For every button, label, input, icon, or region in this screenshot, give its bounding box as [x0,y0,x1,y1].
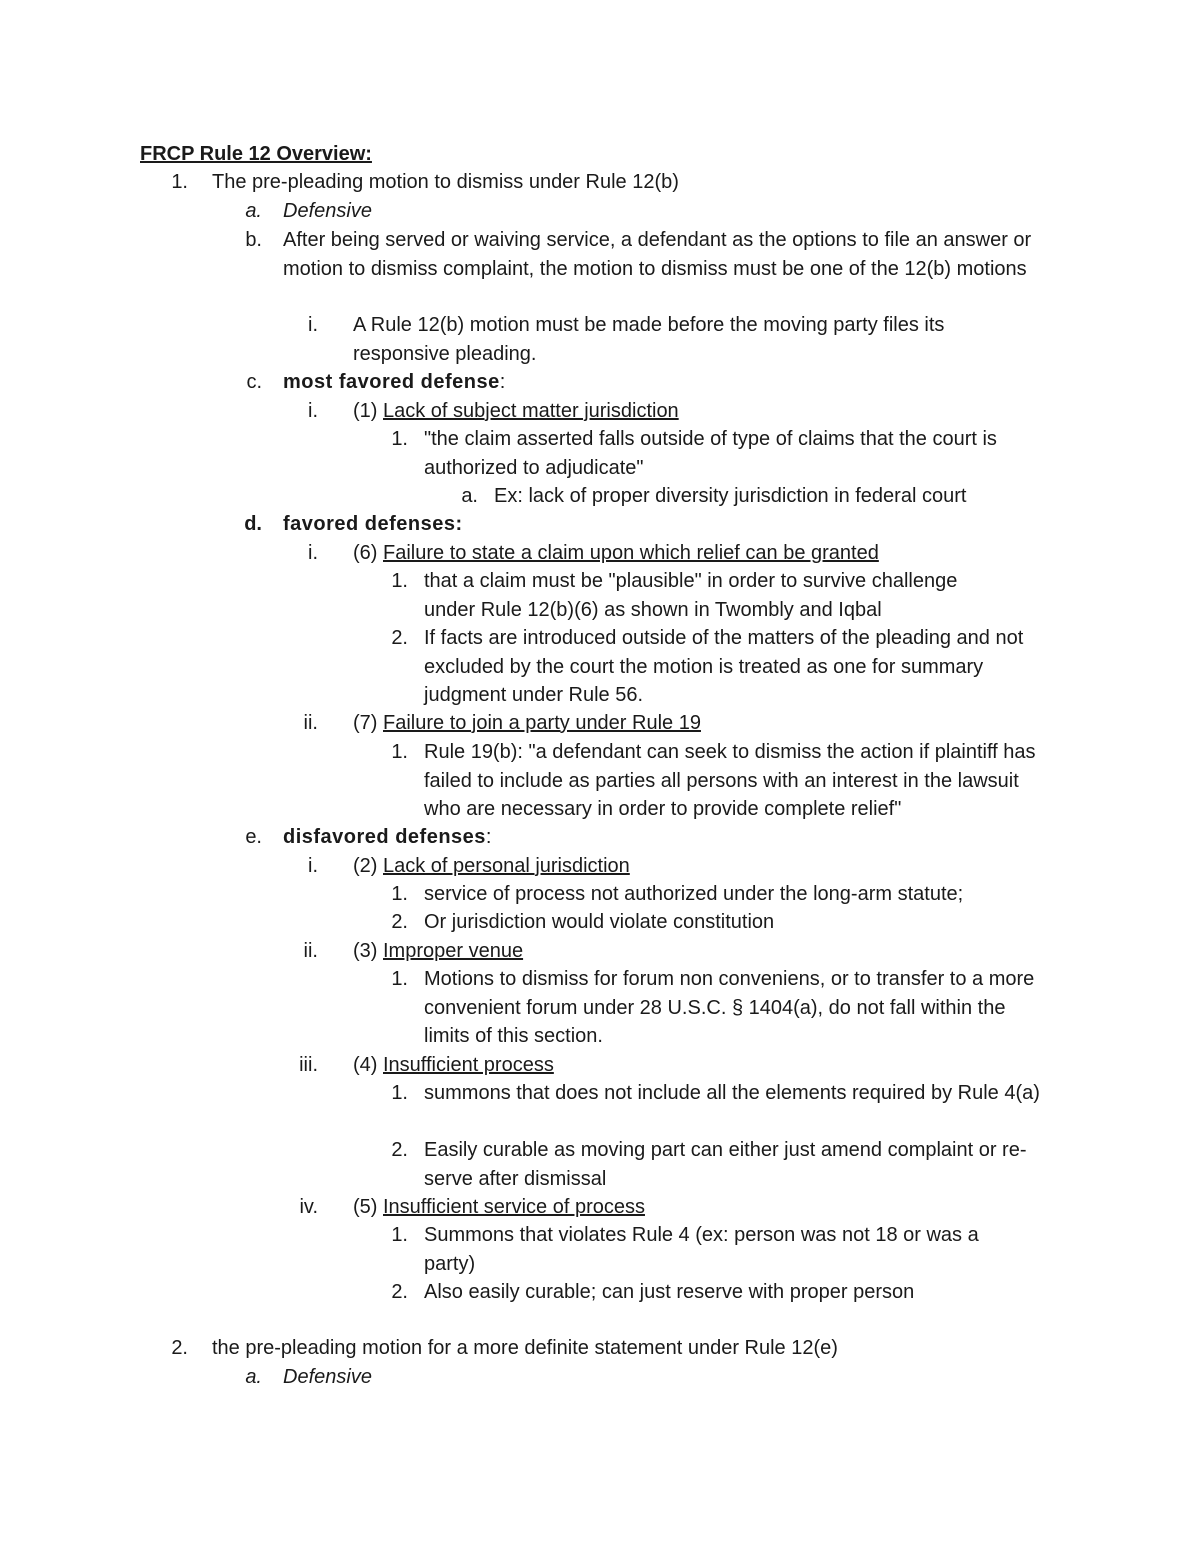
list-marker: ii. [303,940,318,962]
defense-heading: Insufficient service of process [383,1196,645,1218]
list-text [283,823,1050,852]
section-label: favored defenses: [283,513,463,535]
rule-number: (3) [353,940,383,962]
list-text [353,1051,1050,1080]
defense-heading: Lack of personal jurisdiction [383,855,630,877]
list-text: Rule 19(b): "a defendant can seek to dismiss the action if plaintiff has failed to include as parties all persons with an interest in the lawsuit who are necessary in order to provide complete relief" [424,741,1036,820]
list-marker: 2. [171,1337,188,1359]
list-marker: 2. [391,1139,408,1161]
list-text [353,539,1050,568]
list-marker: 2. [391,627,408,649]
label-colon: : [485,826,492,848]
section-label: most favored defense [283,371,500,393]
list-text: If facts are introduced outside of the matters of the pleading and not excluded by the court the motion is treated as one for summary judgment under Rule 56. [424,627,1024,706]
list-marker: d. [244,513,262,535]
defense-heading: Lack of subject matter jurisdiction [383,400,679,422]
list-text: Also easily curable; can just reserve with proper person [424,1281,915,1303]
label-colon: : [499,371,506,393]
list-text: A Rule 12(b) motion must be made before the moving party files its responsive pleading. [353,314,945,365]
list-marker: iv. [299,1196,318,1218]
list-text: Motions to dismiss for forum non conveniens, or to transfer to a more convenient forum under 28 U.S.C. § 1404(a), do not fall within the limits of this section. [424,968,1035,1047]
list-marker: 2. [391,911,408,933]
rule-number: (4) [353,1054,383,1076]
list-marker: i. [308,855,318,877]
list-text [353,709,1050,738]
list-text: Summons that violates Rule 4 (ex: person was not 18 or was a party) [424,1224,979,1275]
list-marker: c. [246,371,262,393]
list-text: that a claim must be "plausible" in order to survive challenge under Rule 12(b)(6) as shown in Twombly and Iqbal [424,570,958,621]
rule-number: (1) [353,400,383,422]
rule-number: (6) [353,542,383,564]
list-marker: iii. [299,1054,318,1076]
list-marker: a. [461,485,478,507]
list-text [353,937,1050,966]
list-marker: b. [245,229,262,251]
list-text: service of process not authorized under the long-arm statute; [424,883,964,905]
list-text: Easily curable as moving part can either just amend complaint or re-serve after dismissal [424,1139,1027,1190]
list-text [283,510,1050,539]
list-text [353,397,1050,426]
rule-number: (7) [353,712,383,734]
list-text: Defensive [283,1366,372,1388]
defense-heading: Insufficient process [383,1054,554,1076]
list-marker: 1. [171,171,188,193]
page-title: FRCP Rule 12 Overview: [140,143,372,165]
list-text [353,1193,1050,1222]
rule-number: (2) [353,855,383,877]
list-text [283,368,1050,397]
section-label: disfavored defenses [283,826,486,848]
list-marker: 2. [391,1281,408,1303]
rule-number: (5) [353,1196,383,1218]
list-marker: 1. [391,883,408,905]
list-marker: 1. [391,968,408,990]
list-text: After being served or waiving service, a defendant as the options to file an answer or motion to dismiss complaint, the motion to dismiss must be one of the 12(b) motions [283,229,1032,280]
list-marker: a. [245,1366,262,1388]
list-text: summons that does not include all the elements required by Rule 4(a) [424,1082,1040,1104]
list-marker: e. [245,826,262,848]
list-text: Defensive [283,200,372,222]
list-marker: 1. [391,570,408,592]
list-marker: i. [308,542,318,564]
list-text [353,852,1050,881]
list-marker: 1. [391,1224,408,1246]
list-text: the pre-pleading motion for a more definite statement under Rule 12(e) [212,1337,838,1359]
list-marker: i. [308,314,318,336]
list-marker: a. [245,200,262,222]
defense-heading: Improper venue [383,940,524,962]
list-text: "the claim asserted falls outside of type of claims that the court is authorized to adjudicate" [424,428,997,479]
list-marker: 1. [391,1082,408,1104]
list-marker: ii. [303,712,318,734]
list-marker: i. [308,400,318,422]
list-text: The pre-pleading motion to dismiss under Rule 12(b) [212,171,679,193]
list-text: Or jurisdiction would violate constitution [424,911,775,933]
defense-heading: Failure to join a party under Rule 19 [383,712,701,734]
list-marker: 1. [391,428,408,450]
list-text: Ex: lack of proper diversity jurisdiction in federal court [494,485,967,507]
list-marker: 1. [391,741,408,763]
defense-heading: Failure to state a claim upon which relief can be granted [383,542,879,564]
